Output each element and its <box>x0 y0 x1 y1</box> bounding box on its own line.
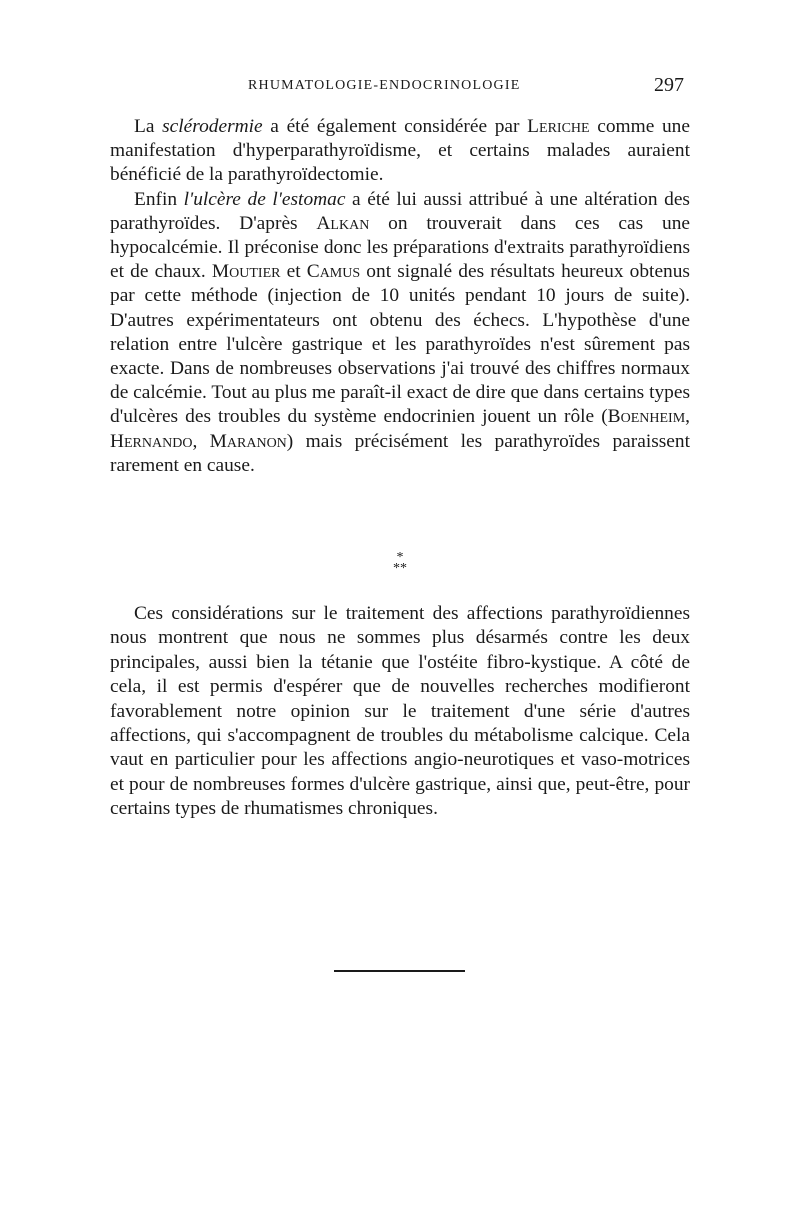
paragraph-sclerodermie <box>110 115 690 188</box>
author-camus: Camus <box>306 261 361 283</box>
section-asterism <box>385 552 415 574</box>
asterism-bottom: ** <box>393 561 407 576</box>
end-rule <box>334 970 465 972</box>
text-run: ) mais précisément les parathyroïdes paraissent rarement en cause. <box>110 430 690 476</box>
text-run: ont signalé des résultats heureux obtenus par cette méthode (injection de 10 unités pendant 10 jours de suite). D'autres expérimentateurs ont obtenu des échecs. L'hypothèse d'une relation entre l'ulcère gastrique et les parathyroïdes n'est sûrement pas exacte. Dans de nombreuses observations j'ai trouvé des chiffres normaux de calcémie. Tout au plus me paraît-il exact de dire que dans certains types d'ulcères des troubles du système endocrinien jouent un rôle ( <box>110 261 690 428</box>
term-ulcere-estomac: l'ulcère de l'estomac <box>183 188 346 210</box>
paragraph-conclusion: Ces considérations sur le traitement des affections parathyroïdiennes nous montrent que nous ne sommes plus désarmés contre les deux principales, aussi bien la tétanie que l'ostéite fibro-kystique. A côté de cela, il est permis d'espérer que de nouvelles recherches modifieront favorablement notre opinion sur le traitement d'une série d'autres affections, qui s'accompagnent de troubles du métabolisme calcique. Cela vaut en particulier pour les affections angio-neurotiques et vaso-motrices et pour de nombreuses formes d'ulcère gastrique, ainsi que, peut-être, pour certains types de rhumatismes chroniques. <box>110 603 690 820</box>
text-run: et <box>280 261 307 283</box>
paragraph-ulcere <box>110 188 690 478</box>
text-run: Enfin <box>134 188 184 210</box>
page-number: 297 <box>654 74 684 96</box>
author-moutier: Moutier <box>211 261 281 283</box>
author-leriche: Leriche <box>527 116 590 137</box>
text-run: a été lui aussi attribué à une altération des parathyroïdes. D'après <box>110 188 690 234</box>
text-block-upper <box>110 115 690 478</box>
authors-boenheim-hernando-maranon: Boenheim, Hernando, Maranon <box>110 406 690 452</box>
text-block-lower <box>110 602 690 822</box>
text-run: La <box>134 116 163 137</box>
text-run: a été également considérée par <box>262 116 528 137</box>
term-sclerodermie: sclérodermie <box>162 116 263 137</box>
running-header-title: RHUMATOLOGIE-ENDOCRINOLOGIE <box>248 78 521 93</box>
author-alkan: Alkan <box>316 212 370 234</box>
asterism-top: * <box>396 550 404 565</box>
text-run: on trouverait dans ces cas une hypocalcémie. Il préconise donc les préparations d'extraits parathyroïdiens et de chaux. <box>110 212 691 283</box>
text-run: comme une manifestation d'hyperparathyroïdisme, et certains malades auraient bénéficié de la parathyroïdectomie. <box>110 116 690 186</box>
